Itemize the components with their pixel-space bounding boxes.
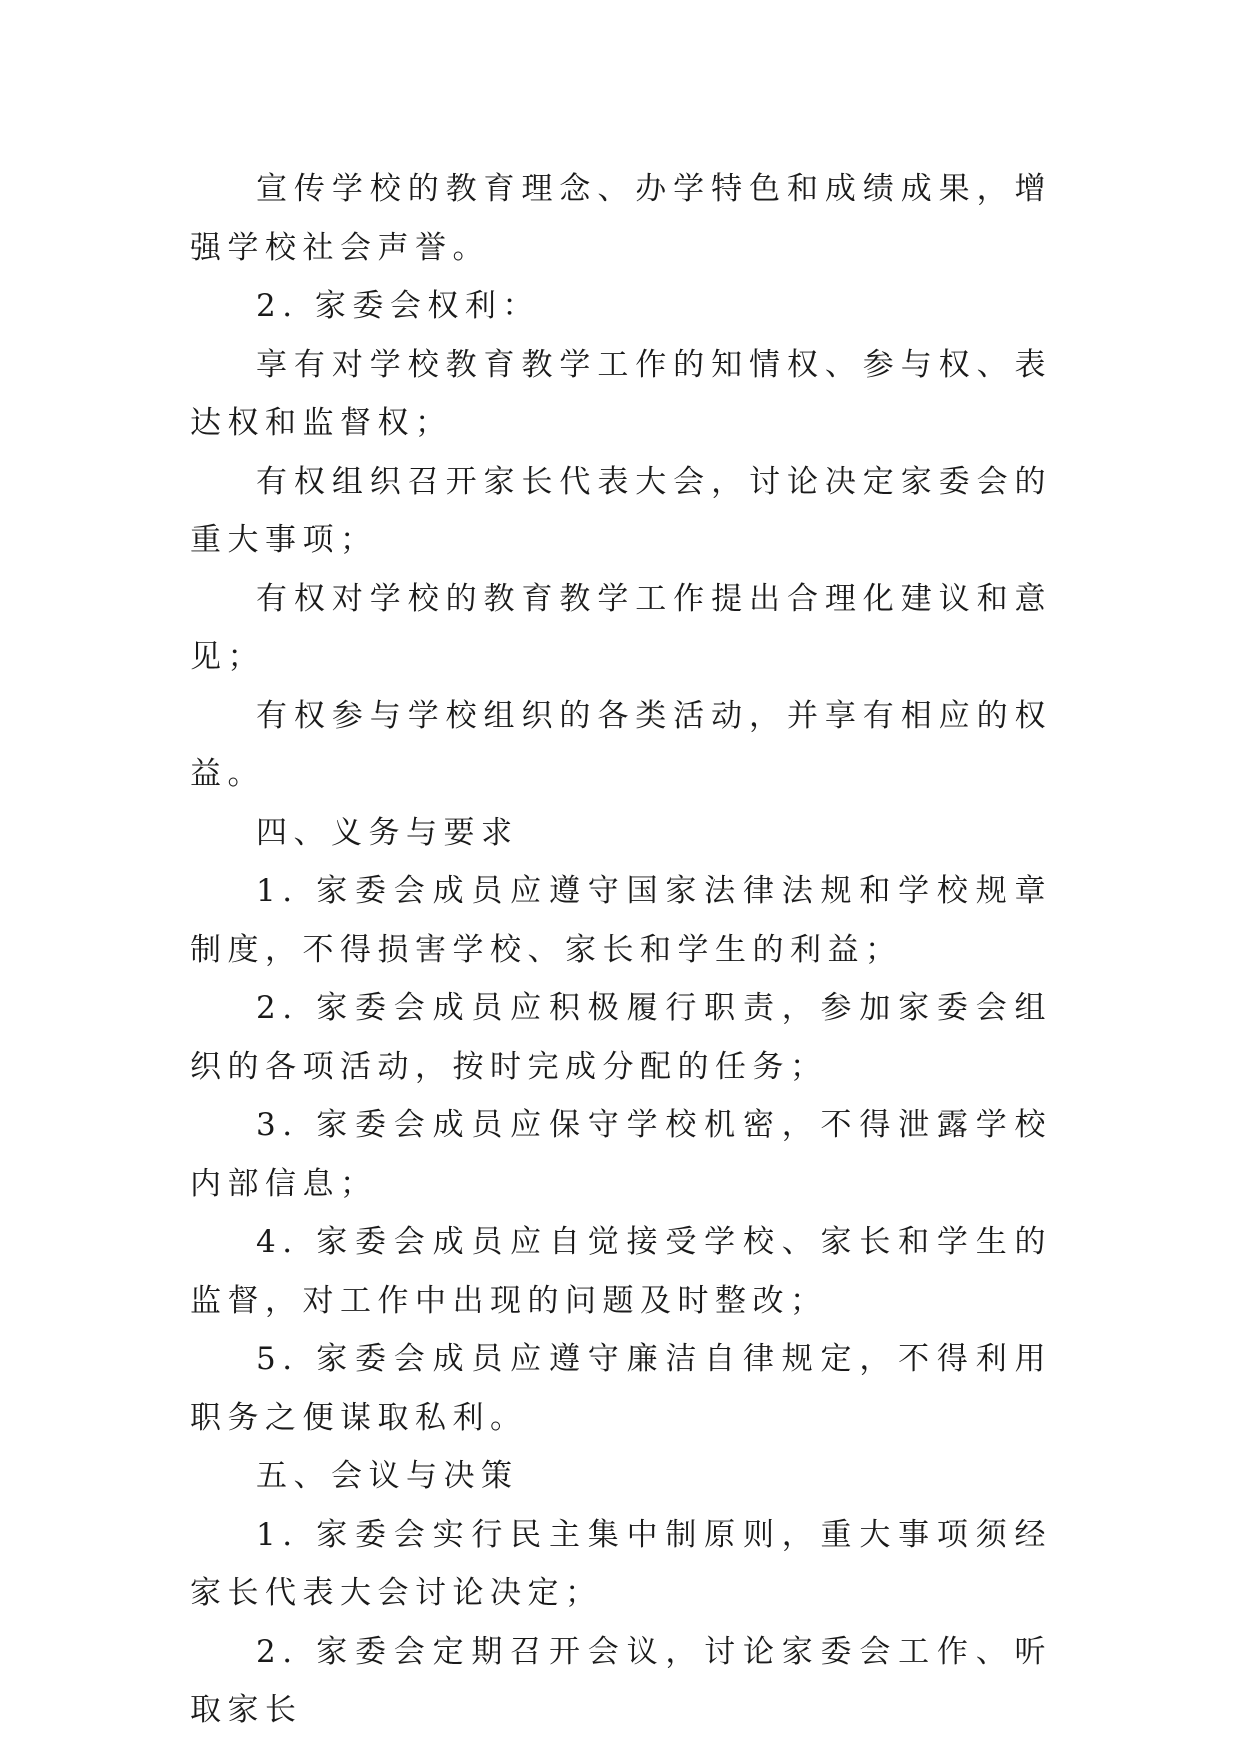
- paragraph-publicity: 宣传学校的教育理念、办学特色和成绩成果，增强学校社会声誉。: [190, 171, 1052, 266]
- section-heading-obligations: 四、义务与要求: [256, 814, 519, 851]
- obligation-item-3: 3. 家委会成员应保守学校机密，不得泄露学校内部信息；: [190, 1107, 1052, 1202]
- paragraph-right-to-know: 享有对学校教育教学工作的知情权、参与权、表达权和监督权；: [190, 346, 1052, 441]
- section-heading-meetings: 五、会议与决策: [256, 1458, 519, 1494]
- obligation-item-5: 5. 家委会成员应遵守廉洁自律规定，不得利用职务之便谋取私利。: [190, 1341, 1052, 1436]
- obligation-item-1: 1. 家委会成员应遵守国家法律法规和学校规章制度，不得损害学校、家长和学生的利益；: [190, 873, 1052, 968]
- paragraph-right-to-suggest: 有权对学校的教育教学工作提出合理化建议和意见；: [190, 580, 1052, 675]
- obligation-item-4: 4. 家委会成员应自觉接受学校、家长和学生的监督，对工作中出现的问题及时整改；: [190, 1224, 1052, 1319]
- meeting-item-1: 1. 家委会实行民主集中制原则，重大事项须经家长代表大会讨论决定；: [190, 1516, 1052, 1611]
- obligation-item-2: 2. 家委会成员应积极履行职责，参加家委会组织的各项活动，按时完成分配的任务；: [190, 990, 1052, 1085]
- paragraph-right-to-convene: 有权组织召开家长代表大会，讨论决定家委会的重大事项；: [190, 463, 1052, 558]
- heading-committee-rights: 2. 家委会权利：: [256, 288, 540, 324]
- paragraph-right-to-participate: 有权参与学校组织的各类活动，并享有相应的权益。: [190, 697, 1052, 792]
- meeting-item-2: 2. 家委会定期召开会议，讨论家委会工作、听取家长: [190, 1633, 1052, 1728]
- document-body: [190, 160, 1052, 1740]
